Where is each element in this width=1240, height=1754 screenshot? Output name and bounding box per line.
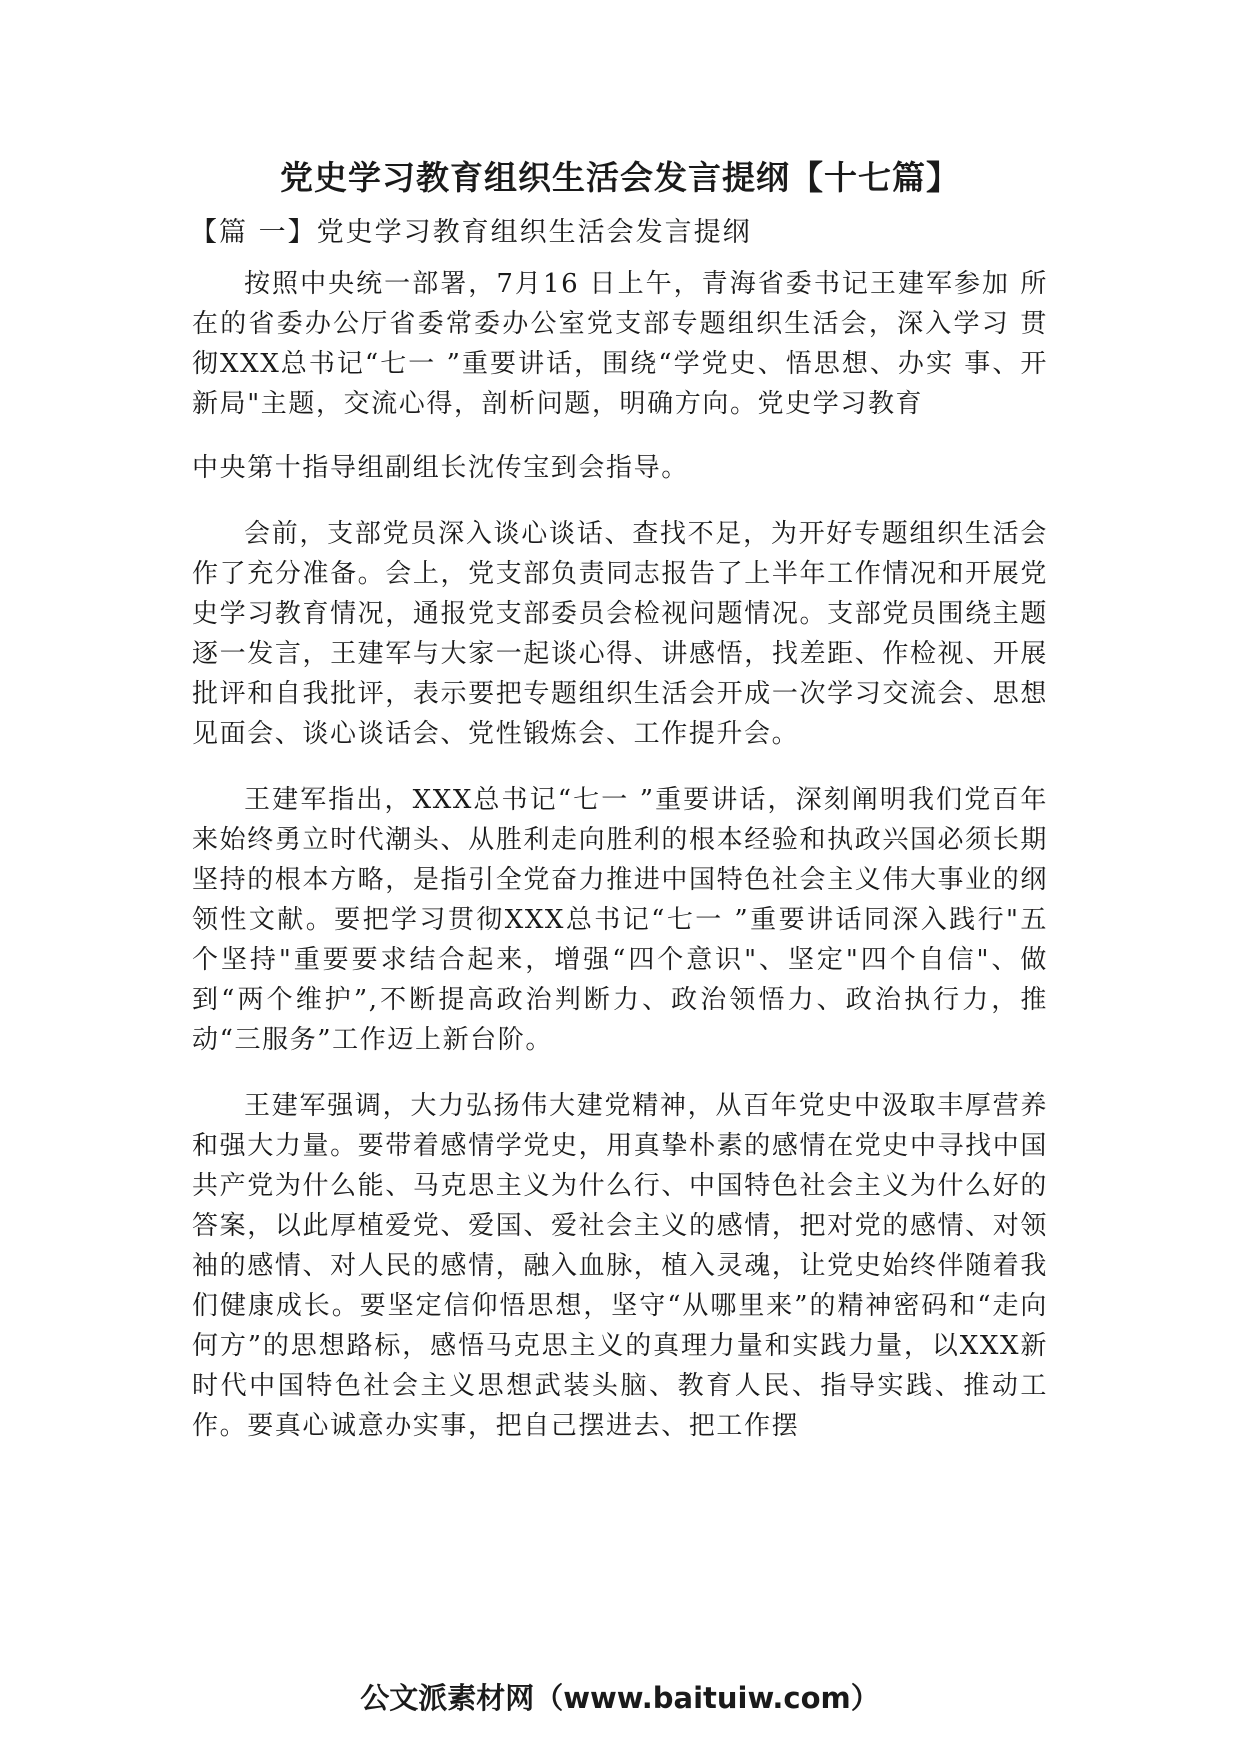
paragraph: 按照中央统一部署，7月16 日上午，青海省委书记王建军参加 所在的省委办公厅省委常委办公室党支部专题组织生活会，深入学习 贯彻XXX总书记“七一 ”重要讲话，围绕“学党史、悟思想、办实 事、开新局"主题，交流心得，剖析问题，明确方向。党史学习教育 [192,269,1048,419]
section-heading: 【篇 一】党史学习教育组织生活会发言提纲 [190,217,752,248]
footer-watermark: 公文派素材网（www.baituiw.com） [360,1681,880,1715]
paragraph: 王建军强调，大力弘扬伟大建党精神，从百年党史中汲取丰厚营养和强大力量。要带着感情学党史，用真挚朴素的感情在党史中寻找中国共产党为什么能、马克思主义为什么行、中国特色社会主义为什么好的答案，以此厚植爱党、爱国、爱社会主义的感情，把对党的感情、对领袖的感情、对人民的感情，融入血脉，植入灵魂，让党史始终伴随着我们健康成长。要坚定信仰悟思想，坚守“从哪里来”的精神密码和“走向何方”的思想路标，感悟马克思主义的真理力量和实践力量，以XXX新时代中国特色社会主义思想武装头脑、教育人民、指导实践、推动工作。要真心诚意办实事，把自己摆进去、把工作摆 [192,1091,1048,1441]
paragraph: 会前，支部党员深入谈心谈话、查找不足，为开好专题组织生活会作了充分准备。会上，党支部负责同志报告了上半年工作情况和开展党史学习教育情况，通报党支部委员会检视问题情况。支部党员围绕主题逐一发言，王建军与大家一起谈心得、讲感悟，找差距、作检视、开展批评和自我批评，表示要把专题组织生活会开成一次学习交流会、思想见面会、谈心谈话会、党性锻炼会、工作提升会。 [192,519,1048,749]
document-title: 党史学习教育组织生活会发言提纲【十七篇】 [280,158,960,197]
paragraph: 中央第十指导组副组长沈传宝到会指导。 [192,453,689,483]
document-body [192,264,1048,1446]
paragraph: 王建军指出，XXX总书记“七一 ”重要讲话，深刻阐明我们党百年来始终勇立时代潮头、从胜利走向胜利的根本经验和执政兴国必须长期坚持的根本方略，是指引全党奋力推进中国特色社会主义伟大事业的纲领性文献。要把学习贯彻XXX总书记“七一 ”重要讲话同深入践行"五个坚持"重要要求结合起来，增强“四个意识"、坚定"四个自信"、做到“两个维护”,不断提高政治判断力、政治领悟力、政治执行力，推动“三服务”工作迈上新台阶。 [192,785,1048,1055]
